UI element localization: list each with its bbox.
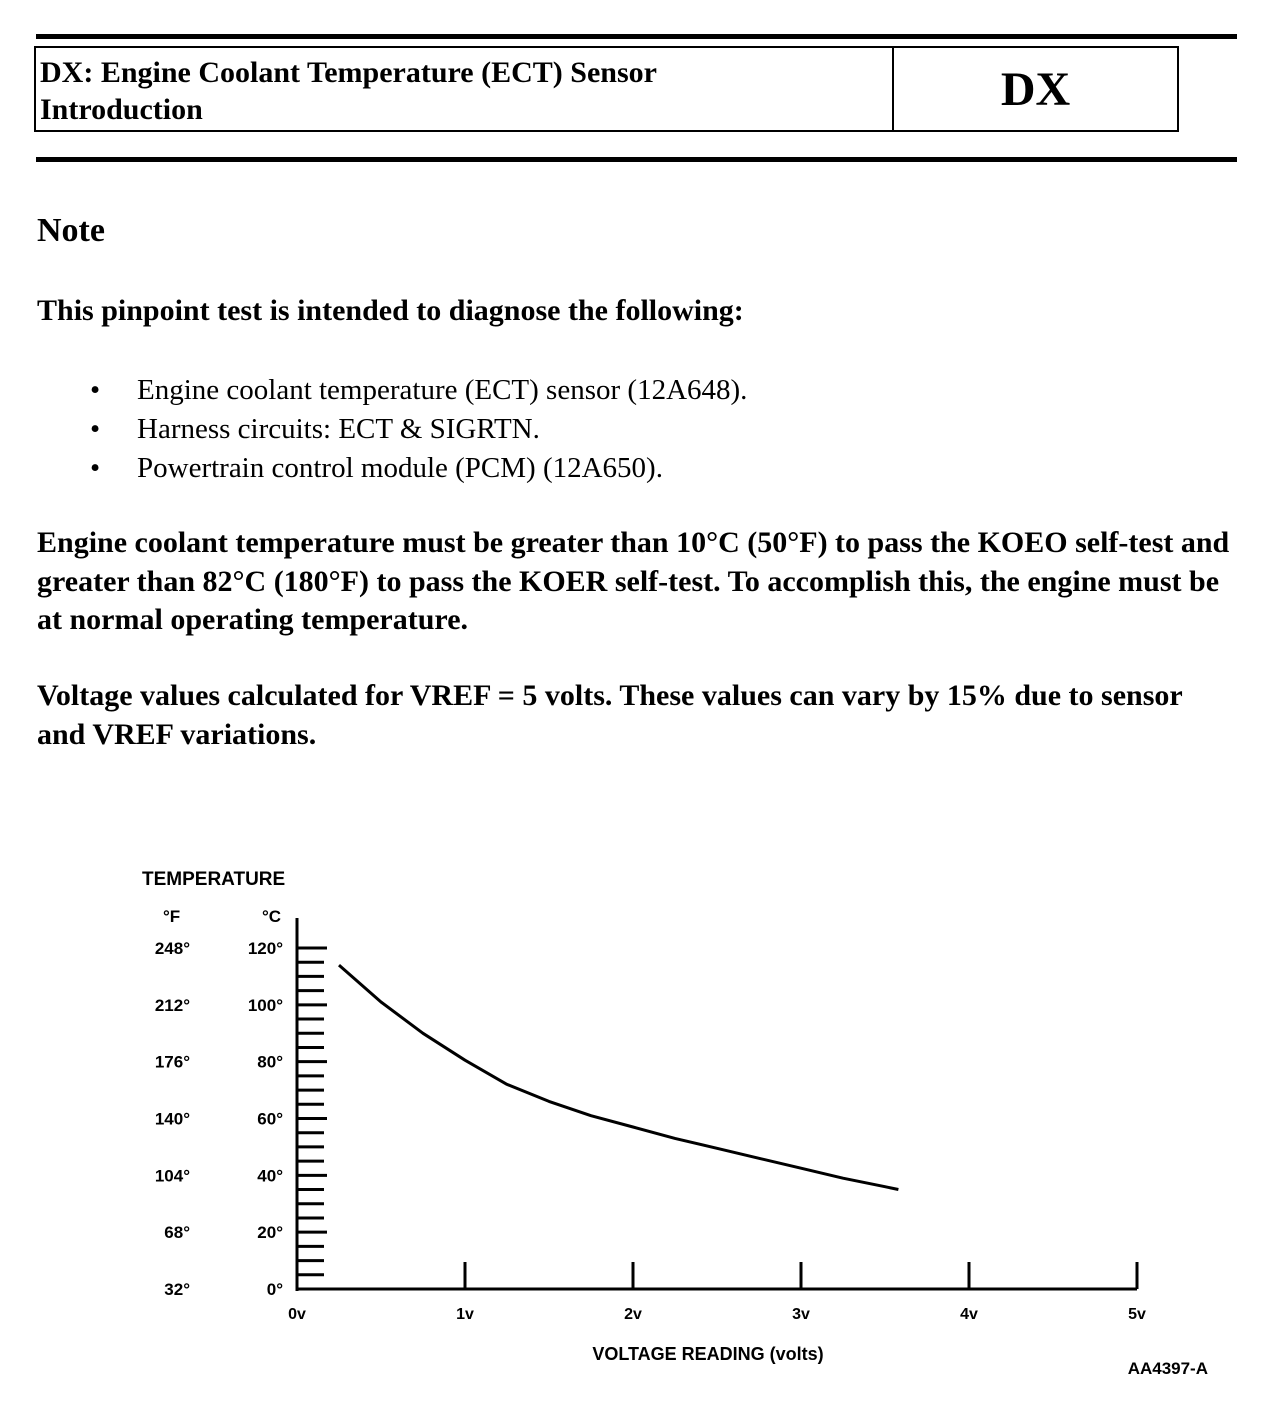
y-tick-label-c: 40° [257, 1166, 283, 1186]
note-intro: This pinpoint test is intended to diagnose the following: [37, 294, 744, 327]
ect-voltage-chart [0, 850, 1264, 1390]
section-title-line2: Introduction [40, 93, 203, 126]
temperature-requirement-paragraph: Engine coolant temperature must be greater than 10°C (50°F) to pass the KOEO self-test and greater than 82°C (180°F) to pass the KOER self-test. To accomplish this, the engine must be at normal operating temperature. [37, 526, 1230, 636]
y-tick-label-c: 100° [247, 995, 283, 1015]
list-item [90, 371, 747, 410]
bullet-icon: • [90, 452, 101, 484]
section-title [36, 48, 894, 130]
y-tick-label-f: 248° [154, 939, 190, 958]
fahrenheit-unit-label: °F [163, 907, 181, 926]
voltage-note-paragraph: Voltage values calculated for VREF = 5 volts. These values can vary by 15% due to sensor and VREF variations. [37, 679, 1183, 751]
bottom-rule [36, 157, 1237, 162]
list-item [90, 410, 747, 449]
bullet-icon: • [90, 413, 101, 445]
y-tick-label-f: 176° [154, 1052, 190, 1072]
bullet-icon: • [90, 374, 101, 406]
diagnosis-list [90, 371, 747, 488]
section-code: DX [1000, 62, 1071, 116]
y-tick-label-f: 212° [154, 995, 190, 1015]
x-axis-label: VOLTAGE READING (volts) [592, 1344, 824, 1364]
section-header [34, 46, 1179, 132]
list-item-text: Harness circuits: ECT & SIGRTN. [137, 413, 540, 445]
series-line [339, 965, 898, 1189]
x-tick-label: 2v [624, 1306, 642, 1323]
x-tick-label: 3v [792, 1306, 810, 1323]
y-tick-label-c: 120° [247, 939, 283, 958]
top-rule [36, 34, 1237, 39]
list-item-text: Powertrain control module (PCM) (12A650). [137, 452, 663, 484]
x-tick-label: 5v [1128, 1306, 1146, 1323]
y-tick-label-f: 104° [154, 1166, 190, 1186]
figure-id: AA4397-A [1127, 1359, 1208, 1378]
x-tick-label: 4v [960, 1306, 978, 1323]
y-tick-label-f: 140° [154, 1109, 190, 1129]
y-tick-label-c: 60° [257, 1109, 283, 1129]
y-tick-label-c: 20° [257, 1223, 283, 1243]
y-tick-label-f: 32° [164, 1280, 190, 1299]
list-item-text: Engine coolant temperature (ECT) sensor (12A648). [137, 374, 748, 406]
list-item [90, 449, 747, 488]
y-tick-label-f: 68° [164, 1223, 190, 1243]
section-title-line1: DX: Engine Coolant Temperature (ECT) Sensor [40, 56, 657, 89]
chart-title: TEMPERATURE [142, 869, 286, 890]
y-tick-label-c: 80° [257, 1052, 283, 1072]
x-tick-label: 0v [288, 1306, 306, 1323]
celsius-unit-label: °C [262, 907, 282, 926]
y-tick-label-c: 0° [266, 1280, 283, 1299]
note-heading: Note [37, 212, 105, 249]
x-tick-label: 1v [456, 1306, 474, 1323]
